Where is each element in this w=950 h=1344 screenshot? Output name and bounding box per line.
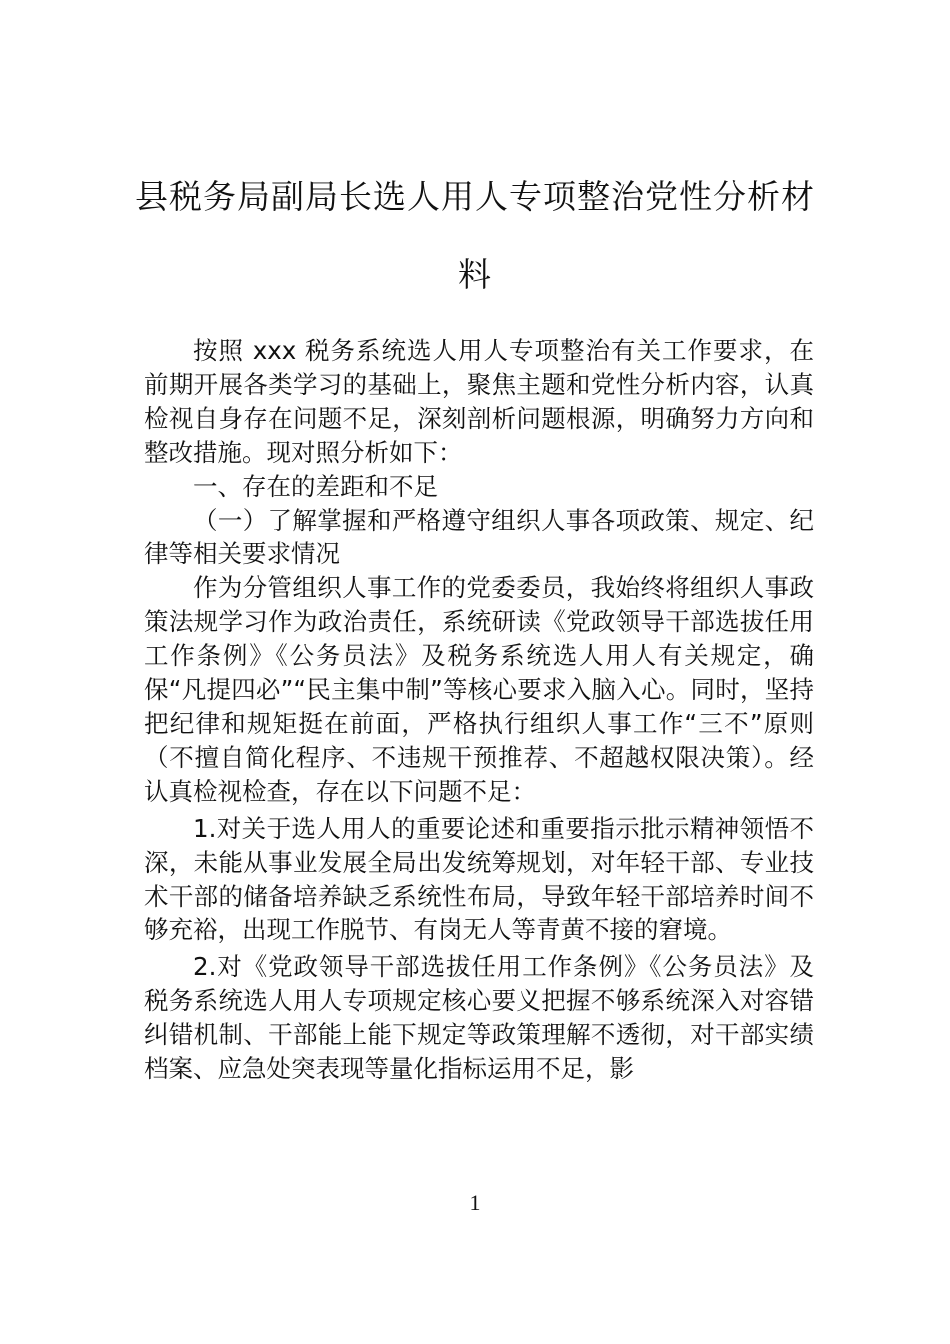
document-title: 县税务局副局长选人用人专项整治党性分析材料 [135,177,815,294]
document-body [144,334,814,1086]
issue-item-1: 1.对关于选人用人的重要论述和重要指示批示精神领悟不深，未能从事业发展全局出发统筹规划，对年轻干部、专业技术干部的储备培养缺乏系统性布局，导致年轻干部培养时间不够充裕，出现工作脱节、有岗无人等青黄不接的窘境。 [144,813,814,945]
intro-paragraph: 按照 xxx 税务系统选人用人专项整治有关工作要求，在前期开展各类学习的基础上，聚焦主题和党性分析内容，认真检视自身存在问题不足，深刻剖析问题根源，明确努力方向和整改措施。现对照分析如下： [144,336,814,467]
body-paragraph: 作为分管组织人事工作的党委委员，我始终将组织人事政策法规学习作为政治责任，系统研读《党政领导干部选拔任用工作条例》《公务员法》及税务系统选人用人有关规定，确保“凡提四必”“民主集中制”等核心要求入脑入心。同时，坚持把纪律和规矩挺在前面，严格执行组织人事工作“三不”原则（不擅自简化程序、不违规干预推荐、不超越权限决策）。经认真检视检查，存在以下问题不足： [144,573,814,806]
section-heading: 一、存在的差距和不足 [193,471,438,501]
page-number: 1 [469,1190,481,1215]
subsection-heading: （一）了解掌握和严格遵守组织人事各项政策、规定、纪律等相关要求情况 [144,505,814,569]
issue-item-2: 2.对《党政领导干部选拔任用工作条例》《公务员法》及税务系统选人用人专项规定核心要义把握不够系统深入对容错纠错机制、干部能上能下规定等政策理解不透彻，对干部实绩档案、应急处突表现等量化指标运用不足，影 [144,952,814,1084]
